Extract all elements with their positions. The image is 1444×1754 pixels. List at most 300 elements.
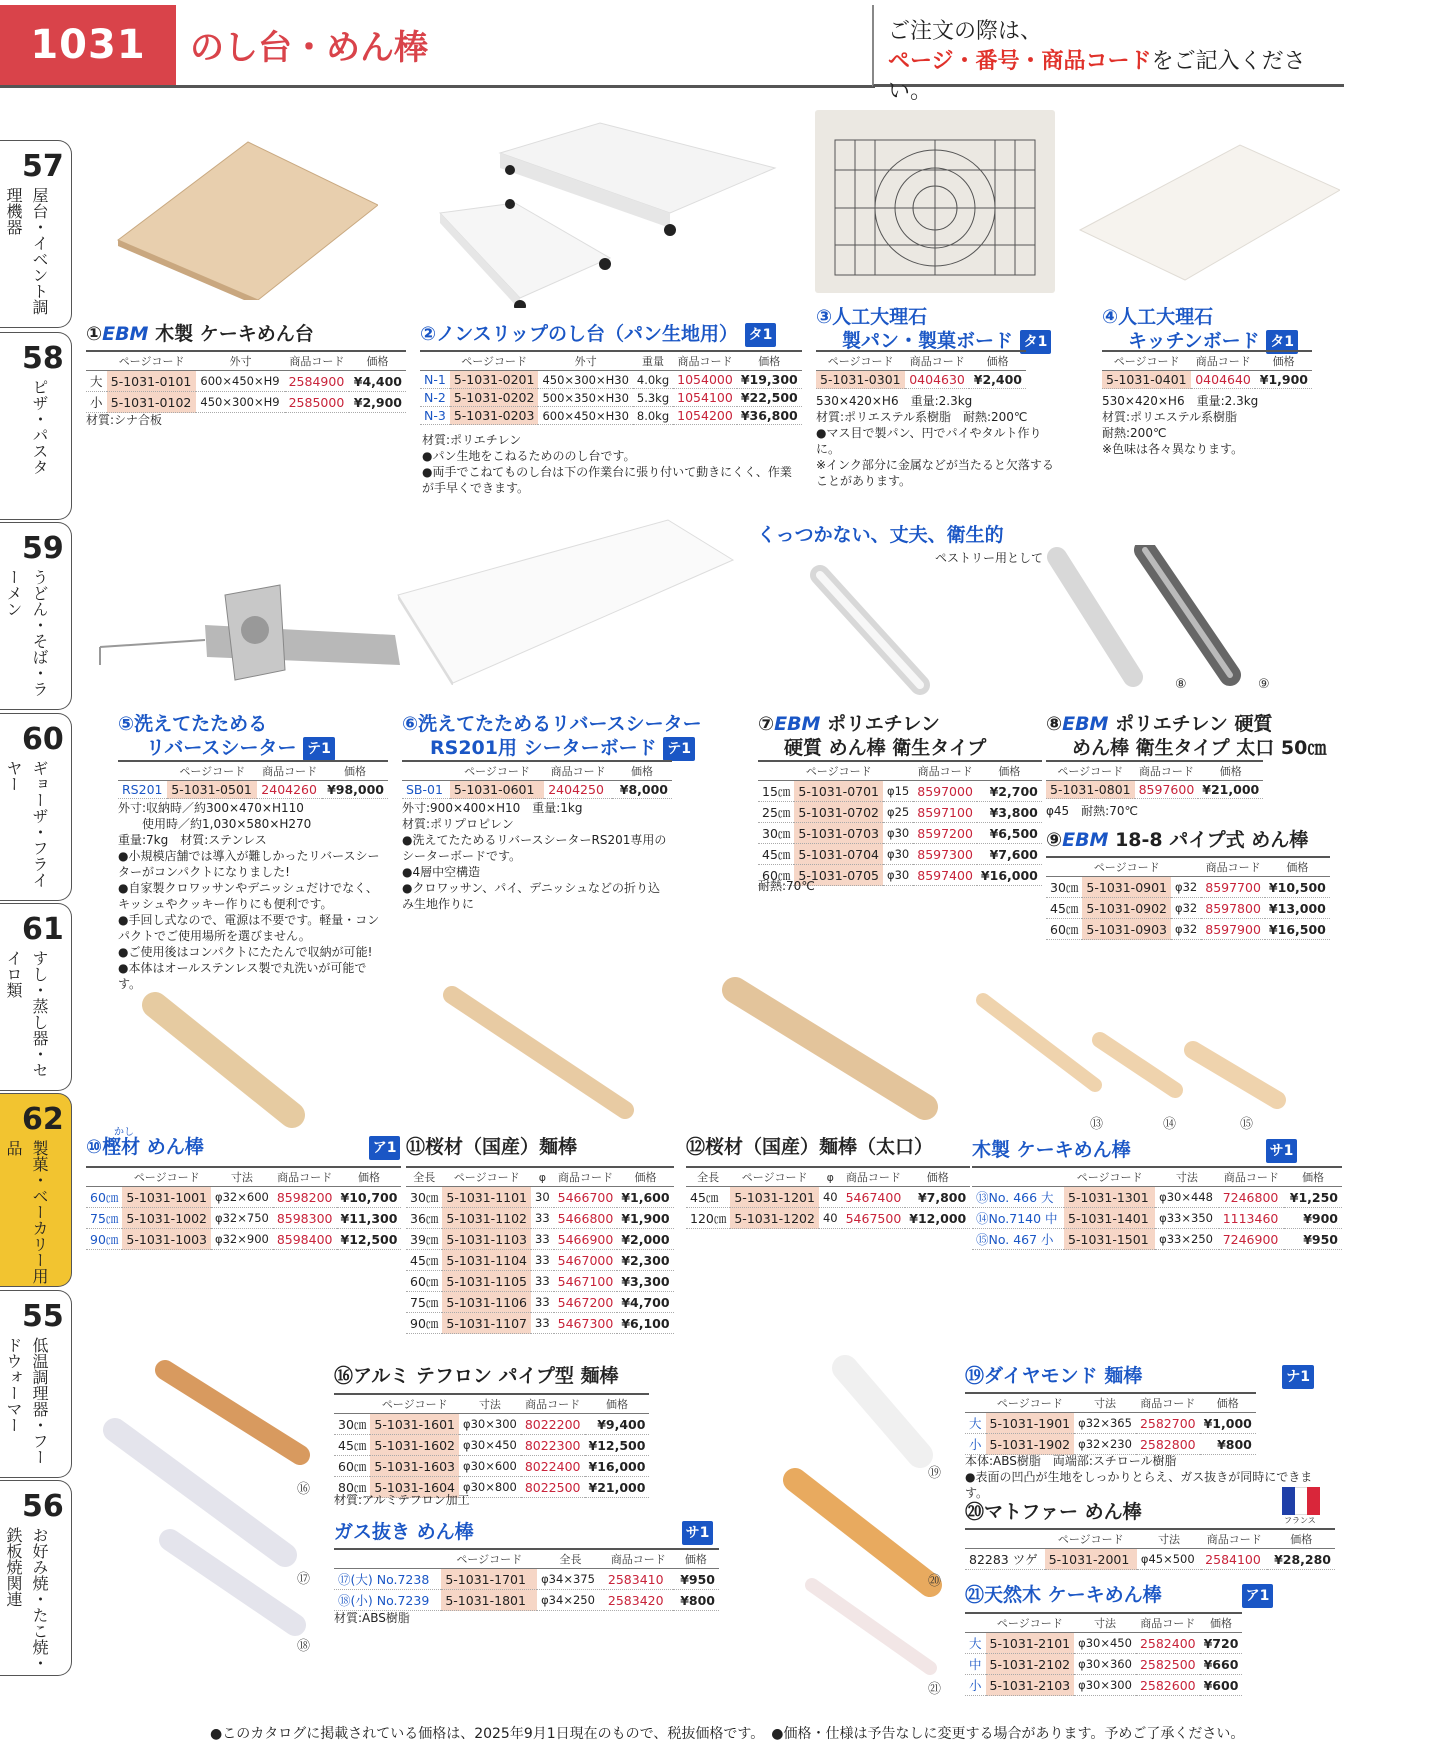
table-cell: ¥16,000 xyxy=(585,1456,650,1477)
table-cell: 450×300×H30 xyxy=(538,371,632,389)
table-cell: 600×450×H30 xyxy=(538,407,632,425)
label-18: ⑱ xyxy=(297,1639,311,1654)
product-title-21: ㉑天然木 ケーキめん棒 ア1 xyxy=(965,1583,1273,1608)
table-cell: ¥900 xyxy=(1284,1208,1342,1229)
column-header: 外寸 xyxy=(538,351,632,371)
table-cell: 2583410 xyxy=(604,1569,673,1590)
section-tab-55[interactable] xyxy=(0,1290,72,1478)
section-tab-56[interactable] xyxy=(0,1480,72,1676)
column-header: 商品コード xyxy=(913,761,977,781)
table-cell: 2583420 xyxy=(604,1590,673,1611)
table-cell: 15㎝ xyxy=(758,781,794,802)
table-cell: ¥21,000 xyxy=(1198,781,1263,799)
spec-line: 外寸:900×400×H10 重量:1kg xyxy=(402,801,583,815)
table-cell: 5-1031-1107 xyxy=(442,1313,531,1334)
table-cell: ¥4,700 xyxy=(617,1292,673,1313)
table-cell: ¥8,000 xyxy=(612,781,672,799)
spec-line: 外寸:収納時／約300×470×H110 xyxy=(118,801,304,815)
column-header: ページコード xyxy=(1082,857,1171,877)
table-cell: 2582600 xyxy=(1136,1675,1200,1696)
spec-line: ●小規模店舗では導入が難しかったリバースシーターがコンパクトになりました! xyxy=(118,849,380,879)
table-row xyxy=(758,802,1042,823)
table-cell: N-1 xyxy=(420,371,450,389)
table-cell: ¥1,250 xyxy=(1284,1187,1342,1208)
label-13: ⑬ xyxy=(1090,1117,1104,1132)
table-cell: ¥11,300 xyxy=(337,1208,402,1229)
column-header xyxy=(972,1167,1064,1187)
table-cell: φ32×365 xyxy=(1074,1413,1136,1434)
table-cell: 75㎝ xyxy=(406,1292,442,1313)
table-17 xyxy=(334,1548,719,1611)
spec-line: ●両手でこねてものし台は下の作業台に張り付いて動きにくく、作業が手早くできます。 xyxy=(422,465,792,495)
table-cell: 小 xyxy=(965,1675,986,1696)
table-cell: 2585000 xyxy=(285,392,349,413)
spec-line: ●自家製クロワッサンやデニッシュだけでなく、キッシュやクッキー作りにも便利です。 xyxy=(118,881,378,911)
column-header: 価格 xyxy=(1267,1529,1335,1549)
table-cell: ⑭No.7140 中 xyxy=(972,1208,1064,1229)
table-row xyxy=(420,407,802,425)
section-tab-61[interactable] xyxy=(0,903,72,1091)
product-title-11: ⑪桜材（国産）麺棒 xyxy=(406,1136,578,1158)
table-cell: ¥720 xyxy=(1200,1633,1243,1654)
spec-1: 材質:シナ合板 xyxy=(86,413,163,427)
table-cell: 45㎝ xyxy=(686,1187,730,1208)
column-header: ページコード xyxy=(442,1167,531,1187)
column-header: ページコード xyxy=(370,1394,459,1414)
table-cell: 5466700 xyxy=(554,1187,618,1208)
section-tab-number: 60 xyxy=(22,722,64,757)
table-cell: 5-1031-0101 xyxy=(107,371,197,392)
table-cell: 8597100 xyxy=(913,802,977,823)
table-cell: 25㎝ xyxy=(758,802,794,823)
table-cell: ¥1,600 xyxy=(617,1187,673,1208)
table-row xyxy=(118,781,388,799)
column-header: φ xyxy=(819,1167,842,1187)
spec-line: 530×420×H6 重量:2.3kg xyxy=(816,394,973,408)
table-cell: 40 xyxy=(819,1187,842,1208)
product-image-7 xyxy=(810,565,930,695)
section-tab-number: 59 xyxy=(22,531,64,566)
table-cell: 33 xyxy=(531,1292,554,1313)
table-cell: 60㎝ xyxy=(86,1187,122,1208)
table-cell: 5-1031-1101 xyxy=(442,1187,531,1208)
table-cell: ¥1,000 xyxy=(1200,1413,1256,1434)
table-cell: 5-1031-0203 xyxy=(450,407,539,425)
table-cell: 2584900 xyxy=(285,371,349,392)
table-cell: ¥10,500 xyxy=(1265,877,1330,898)
table-cell: ¥2,900 xyxy=(349,392,406,413)
label-21: ㉑ xyxy=(928,1682,942,1697)
table-cell: 8022300 xyxy=(521,1435,585,1456)
table-cell: 5-1031-0704 xyxy=(794,844,883,865)
table-cell: ¥2,000 xyxy=(617,1229,673,1250)
column-header: ページコード xyxy=(107,351,197,371)
table-row xyxy=(758,844,1042,865)
product-image-8-9 xyxy=(1045,545,1245,695)
table-cell: φ33×350 xyxy=(1155,1208,1219,1229)
table-cell: ¥98,000 xyxy=(322,781,388,799)
column-header: 価格 xyxy=(1200,1393,1256,1413)
table-cell: φ32 xyxy=(1171,877,1201,898)
spec-line: ●クロワッサン、パイ、デニッシュなどの折り込み生地作りに xyxy=(402,881,661,911)
table-cell: 5-1031-2102 xyxy=(986,1654,1075,1675)
table-cell: 60㎝ xyxy=(334,1456,370,1477)
spec-line: ●マス目で製パン、円でパイやタルト作りに。 xyxy=(816,426,1042,456)
table-cell: φ33×250 xyxy=(1155,1229,1219,1250)
column-header xyxy=(420,351,450,371)
footer-note: ●このカタログに掲載されている価格は、2025年9月1日現在のもので、税抜価格です。 ●価格・仕様は予告なしに変更する場合があります。予めご了承ください。 xyxy=(210,1726,1245,1742)
table-cell: 小 xyxy=(86,392,107,413)
table-row xyxy=(965,1633,1242,1654)
column-header: ページコード xyxy=(122,1167,211,1187)
section-tab-60[interactable] xyxy=(0,713,72,901)
table-cell: 45㎝ xyxy=(1046,898,1082,919)
table-row xyxy=(406,1292,674,1313)
product-title-2: ②ノンスリップのし台（パン生地用） タ1 xyxy=(420,322,776,347)
column-header: ページコード xyxy=(794,761,883,781)
table-cell: 0404640 xyxy=(1191,371,1255,389)
product-title-16: ⑯アルミ テフロン パイプ型 麺棒 xyxy=(334,1365,619,1387)
table-cell: 90㎝ xyxy=(406,1313,442,1334)
section-tab-57[interactable] xyxy=(0,140,72,328)
column-header: 価格 xyxy=(1255,351,1312,371)
table-cell: 450×300×H9 xyxy=(196,392,284,413)
table-cell: 5-1031-1601 xyxy=(370,1414,459,1435)
table-cell: 500×350×H30 xyxy=(538,389,632,407)
table-cell: φ30×600 xyxy=(459,1456,521,1477)
table-row xyxy=(334,1456,649,1477)
table-cell: 60㎝ xyxy=(1046,919,1082,940)
table-cell: 7246800 xyxy=(1219,1187,1284,1208)
column-header: ページコード xyxy=(441,1549,537,1569)
table-cell: ¥600 xyxy=(1200,1675,1243,1696)
table-cell: ¥12,500 xyxy=(337,1229,402,1250)
table-row xyxy=(406,1250,674,1271)
table-row xyxy=(86,371,406,392)
column-header xyxy=(1171,857,1201,877)
spec-line: 本体:ABS樹脂 両端部:スチロール樹脂 xyxy=(965,1454,1177,1468)
product-title-13: 木製 ケーキめん棒 サ1 xyxy=(972,1138,1297,1163)
table-cell: ⑰(大) No.7238 xyxy=(334,1569,441,1590)
table-cell: 8597800 xyxy=(1201,898,1265,919)
product-title-20: ⑳マトファー めん棒 xyxy=(965,1501,1142,1523)
column-header: 寸法 xyxy=(1074,1613,1136,1633)
table-cell: ¥13,000 xyxy=(1265,898,1330,919)
table-cell: φ34×250 xyxy=(537,1590,604,1611)
table-cell: 1054000 xyxy=(673,371,737,389)
section-tab-58[interactable] xyxy=(0,332,72,520)
table-row xyxy=(1046,898,1330,919)
table-row xyxy=(406,1187,674,1208)
table-21 xyxy=(965,1612,1242,1696)
table-row xyxy=(86,1187,401,1208)
table-cell: 5467100 xyxy=(554,1271,618,1292)
table-cell: 5-1031-0501 xyxy=(167,781,257,799)
column-header: 寸法 xyxy=(1155,1167,1219,1187)
table-cell: 1113460 xyxy=(1219,1208,1284,1229)
table-19 xyxy=(965,1392,1256,1455)
section-tab-62[interactable] xyxy=(0,1093,72,1287)
column-header: ページコード xyxy=(1046,761,1135,781)
table-cell: ¥1,900 xyxy=(617,1208,673,1229)
section-tab-label: お好み焼・たこ焼・鉄板焼関連 xyxy=(4,1527,49,1671)
table-cell: 5-1031-1102 xyxy=(442,1208,531,1229)
column-header: 商品コード xyxy=(1135,761,1199,781)
table-cell: 5-1031-0301 xyxy=(816,371,905,389)
france-flag-icon xyxy=(1282,1487,1320,1515)
table-cell: 8022500 xyxy=(521,1477,585,1498)
table-cell: 5-1031-1602 xyxy=(370,1435,459,1456)
spec-line: 使用時／約1,030×580×H270 xyxy=(118,817,312,831)
table-cell: 5467200 xyxy=(554,1292,618,1313)
table-cell: ¥16,000 xyxy=(977,865,1042,886)
table-row xyxy=(758,781,1042,802)
pastry-note: ペストリー用として xyxy=(935,551,1044,565)
table-cell: ¥36,800 xyxy=(737,407,802,425)
table-cell: 33 xyxy=(531,1271,554,1292)
column-header: 価格 xyxy=(905,1167,970,1187)
table-cell: ¥950 xyxy=(1284,1229,1342,1250)
table-cell: φ30×450 xyxy=(1074,1633,1136,1654)
table-cell: 5-1031-1003 xyxy=(122,1229,211,1250)
table-cell: 8598300 xyxy=(273,1208,337,1229)
column-header: 価格 xyxy=(977,761,1042,781)
table-13 xyxy=(972,1166,1342,1250)
table-cell: 5467500 xyxy=(842,1208,906,1229)
section-tab-label: すし・蒸し器・セイロ類 xyxy=(4,950,49,1078)
table-cell: φ45×500 xyxy=(1137,1549,1201,1570)
table-cell: 8597400 xyxy=(913,865,977,886)
section-tab-label: うどん・そば・ラーメン xyxy=(4,569,49,697)
column-header xyxy=(965,1613,986,1633)
table-cell: 8597000 xyxy=(913,781,977,802)
table-cell: 36㎝ xyxy=(406,1208,442,1229)
table-cell: 45㎝ xyxy=(334,1435,370,1456)
table-cell: φ30×360 xyxy=(1074,1654,1136,1675)
table-cell: 8597600 xyxy=(1135,781,1199,799)
column-header: 商品コード xyxy=(1136,1393,1200,1413)
column-header: ページコード xyxy=(1064,1167,1155,1187)
section-tab-number: 61 xyxy=(22,912,64,947)
table-cell: 80㎝ xyxy=(334,1477,370,1498)
table-cell: 82283 ツゲ xyxy=(965,1549,1045,1570)
spec-line: ※色味は各々異なります。 xyxy=(1102,442,1244,456)
section-tab-label: ギョーザ・フライヤー xyxy=(4,760,49,888)
table-row xyxy=(402,781,672,799)
table-cell: RS201 xyxy=(118,781,167,799)
column-header: 寸法 xyxy=(1137,1529,1201,1549)
table-cell: ¥2,400 xyxy=(969,371,1026,389)
column-header: 商品コード xyxy=(1201,857,1265,877)
table-cell: 5-1031-1801 xyxy=(441,1590,537,1611)
table-cell: ⑱(小) No.7239 xyxy=(334,1590,441,1611)
section-tab-label: ピザ・パスタ xyxy=(30,379,49,475)
table-cell: 5-1031-1603 xyxy=(370,1456,459,1477)
table-20 xyxy=(965,1528,1335,1570)
product-title-19: ⑲ダイヤモンド 麺棒 ナ1 xyxy=(965,1364,1314,1389)
table-cell: 30㎝ xyxy=(1046,877,1082,898)
product-title-4: ④人工大理石 キッチンボード タ1 xyxy=(1102,305,1298,354)
product-title-6: ⑥洗えてたためるリバースシーター RS201用 シーターボード テ1 xyxy=(402,713,702,759)
table-cell: 5466900 xyxy=(554,1229,618,1250)
table-cell: φ15 xyxy=(883,781,913,802)
spec-line: 材質:ポリプロピレン xyxy=(402,817,514,831)
spec-line: ●4層中空構造 xyxy=(402,865,481,879)
section-tab-number: 57 xyxy=(22,149,64,184)
spec-line: ●本体はオールステンレス製で丸洗いが可能です。 xyxy=(118,961,367,991)
table-row xyxy=(420,389,802,407)
table-cell: 5-1031-1106 xyxy=(442,1292,531,1313)
table-row xyxy=(86,392,406,413)
table-cell: φ32×900 xyxy=(211,1229,273,1250)
table-row xyxy=(965,1654,1242,1675)
product-title-12: ⑫桜材（国産）麺棒（太口） xyxy=(686,1136,934,1158)
table-cell: 8022200 xyxy=(521,1414,585,1435)
column-header xyxy=(118,761,167,781)
product-image-13-15 xyxy=(975,990,1295,1115)
table-cell: 1054200 xyxy=(673,407,737,425)
table-cell: 33 xyxy=(531,1208,554,1229)
table-cell: ¥950 xyxy=(673,1569,719,1590)
table-row xyxy=(406,1208,674,1229)
label-19: ⑲ xyxy=(928,1466,942,1481)
column-header: 価格 xyxy=(349,351,406,371)
table-cell: 8597900 xyxy=(1201,919,1265,940)
table-cell: 30㎝ xyxy=(406,1187,442,1208)
label-9: ⑨ xyxy=(1258,677,1270,692)
section-tab-label: 屋台・イベント調理機器 xyxy=(4,187,49,315)
section-tab-number: 58 xyxy=(22,341,64,376)
table-cell: ¥800 xyxy=(1200,1434,1256,1455)
table-cell: 5-1031-2001 xyxy=(1045,1549,1137,1570)
column-header: 商品コード xyxy=(544,761,612,781)
product-image-1 xyxy=(88,130,378,300)
spec-8: φ45 耐熱:70℃ xyxy=(1046,804,1138,818)
spec-line: ●手回し式なので、電源は不要です。軽量・コンパクトでご使用場所を選びません。 xyxy=(118,913,380,943)
header-rule xyxy=(0,85,875,88)
spec-line: 530×420×H6 重量:2.3kg xyxy=(1102,394,1259,408)
section-tab-59[interactable] xyxy=(0,522,72,710)
table-cell: φ30×800 xyxy=(459,1477,521,1498)
column-header: 価格 xyxy=(1284,1167,1342,1187)
column-header xyxy=(402,761,450,781)
spec-16: 材質:アルミテフロン加工 xyxy=(334,1493,470,1507)
table-cell: 4.0kg xyxy=(633,371,673,389)
spec-line: 材質:ポリエチレン xyxy=(422,433,522,447)
spec-line: 材質:ポリエステル系樹脂 xyxy=(1102,410,1237,424)
product-image-2 xyxy=(420,118,780,308)
table-cell: 8597200 xyxy=(913,823,977,844)
column-header: ページコード xyxy=(450,761,544,781)
column-header: 外寸 xyxy=(196,351,284,371)
table-2 xyxy=(420,350,802,425)
table-row xyxy=(972,1208,1342,1229)
table-16 xyxy=(334,1393,649,1498)
table-cell: 33 xyxy=(531,1229,554,1250)
table-cell: 5-1031-2101 xyxy=(986,1633,1075,1654)
table-cell: 45㎝ xyxy=(758,844,794,865)
label-14: ⑭ xyxy=(1163,1117,1177,1132)
spec-7: 耐熱:70℃ xyxy=(758,879,815,893)
column-header: ページコード xyxy=(1102,351,1191,371)
section-tab-label: 低温調理器・フードウォーマー xyxy=(4,1337,49,1465)
column-header xyxy=(965,1529,1045,1549)
product-title-3: ③人工大理石 製パン・製菓ボード タ1 xyxy=(816,305,1051,354)
table-cell: 40 xyxy=(819,1208,842,1229)
table-row xyxy=(816,371,1026,389)
product-image-11 xyxy=(440,985,640,1130)
table-row xyxy=(965,1549,1335,1570)
table-cell: 8597300 xyxy=(913,844,977,865)
table-cell: 5-1031-0705 xyxy=(794,865,883,886)
column-header: 価格 xyxy=(322,761,388,781)
table-cell: 0404630 xyxy=(905,371,969,389)
table-cell: 60㎝ xyxy=(758,865,794,886)
column-header: 価格 xyxy=(337,1167,402,1187)
column-header: 商品コード xyxy=(285,351,349,371)
table-cell: ¥800 xyxy=(673,1590,719,1611)
table-cell: ¥22,500 xyxy=(737,389,802,407)
table-cell: ¥21,000 xyxy=(585,1477,650,1498)
table-row xyxy=(420,371,802,389)
table-cell: 5-1031-0102 xyxy=(107,392,197,413)
section-tab-label: 製菓・ベーカリー用品 xyxy=(4,1140,49,1284)
section-tab-number: 62 xyxy=(22,1102,64,1137)
spec-6 xyxy=(402,800,672,912)
table-cell: 大 xyxy=(965,1633,986,1654)
table-cell: 5-1031-1901 xyxy=(986,1413,1075,1434)
table-cell: ¥2,700 xyxy=(977,781,1042,802)
table-cell: ¥9,400 xyxy=(585,1414,650,1435)
spec-3 xyxy=(816,393,1056,489)
table-cell: 8.0kg xyxy=(633,407,673,425)
column-header xyxy=(334,1549,441,1569)
table-cell: 8022400 xyxy=(521,1456,585,1477)
flag-label: フランス xyxy=(1284,1516,1316,1525)
column-header: 重量 xyxy=(633,351,673,371)
table-cell: 5-1031-1001 xyxy=(122,1187,211,1208)
table-cell: 5-1031-1604 xyxy=(370,1477,459,1498)
table-cell: SB-01 xyxy=(402,781,450,799)
table-4 xyxy=(1102,350,1312,389)
column-header: ページコード xyxy=(1045,1529,1137,1549)
table-row xyxy=(406,1229,674,1250)
table-cell: φ30×448 xyxy=(1155,1187,1219,1208)
table-cell: φ30 xyxy=(883,844,913,865)
spec-line: ●洗えてたためるリバースシーターRS201専用のシーターボードです。 xyxy=(402,833,667,863)
column-header: 商品コード xyxy=(554,1167,618,1187)
table-cell: N-3 xyxy=(420,407,450,425)
section-tab-number: 55 xyxy=(22,1299,64,1334)
table-cell: 5-1031-0601 xyxy=(450,781,544,799)
table-cell: 2582700 xyxy=(1136,1413,1200,1434)
table-cell: 5-1031-1902 xyxy=(986,1434,1075,1455)
column-header xyxy=(1046,857,1082,877)
column-header: ページコード xyxy=(986,1393,1075,1413)
table-cell: 5467400 xyxy=(842,1187,906,1208)
table-cell: 5467000 xyxy=(554,1250,618,1271)
table-cell: ¥10,700 xyxy=(337,1187,402,1208)
product-title-17: ガス抜き めん棒 サ1 xyxy=(334,1520,713,1545)
column-header: ページコード xyxy=(167,761,257,781)
table-cell: 30 xyxy=(531,1187,554,1208)
column-header: 価格 xyxy=(969,351,1026,371)
table-cell: 7246900 xyxy=(1219,1229,1284,1250)
table-row xyxy=(334,1414,649,1435)
table-cell: 5-1031-0703 xyxy=(794,823,883,844)
table-cell: 5-1031-1401 xyxy=(1064,1208,1155,1229)
table-cell: 120㎝ xyxy=(686,1208,730,1229)
